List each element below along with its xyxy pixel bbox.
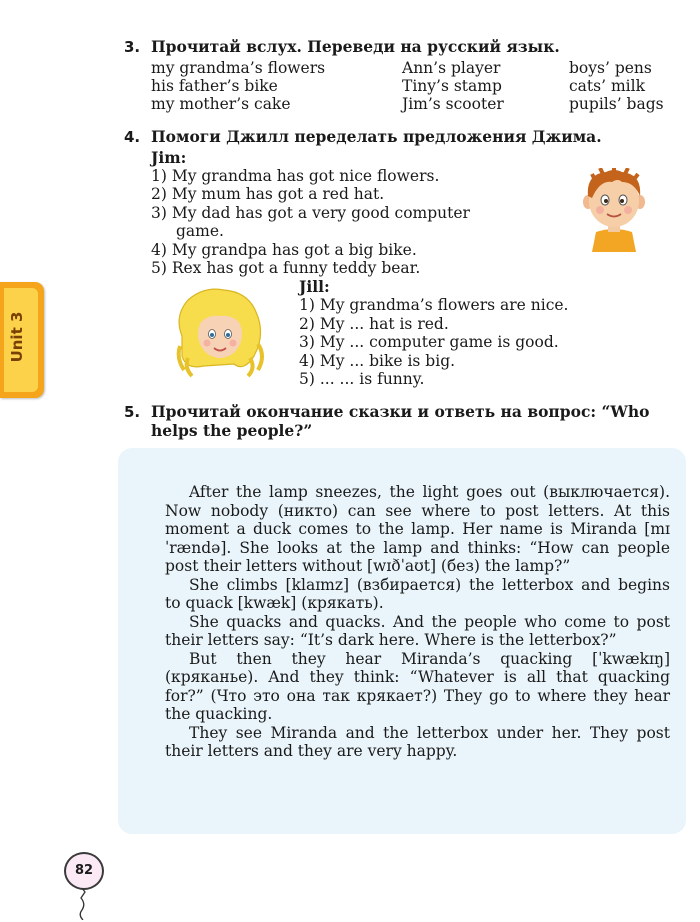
page-number: 82 bbox=[64, 852, 104, 890]
phrase-col2-2: Tiny’s stamp bbox=[402, 77, 502, 95]
jill-line-4: 4) My ... bike is big. bbox=[299, 352, 456, 370]
story-text bbox=[165, 483, 670, 761]
balloon-string-icon bbox=[74, 888, 94, 920]
jim-boy-illustration bbox=[578, 168, 650, 252]
jim-line-4: 4) My grandpa has got a big bike. bbox=[151, 241, 417, 259]
exercise-5-number: 5. bbox=[124, 403, 141, 421]
exercise-5-title-line2: helps the people?” bbox=[151, 421, 313, 440]
exercise-5-title-line1: Прочитай окончание сказки и ответь на вопрос: “Who bbox=[151, 402, 650, 421]
jim-line-2: 2) My mum has got a red hat. bbox=[151, 185, 385, 203]
unit-label: Unit 3 bbox=[8, 311, 26, 363]
phrase-col1-3: my mother’s cake bbox=[151, 95, 291, 113]
story-paragraph-3: She quacks and quacks. And the people who come to post their letters say: “It’s dark here. Where is the letterbox?” bbox=[165, 612, 670, 649]
story-paragraph-2: She climbs [klaɪmz] (взбирается) the letterbox and begins to quack [kwæk] (крякать). bbox=[165, 575, 670, 612]
jill-label: Jill: bbox=[299, 277, 330, 296]
jim-line-1: 1) My grandma has got nice flowers. bbox=[151, 167, 440, 185]
phrase-col3-3: pupils’ bags bbox=[569, 95, 664, 113]
story-paragraph-1: After the lamp sneezes, the light goes out (выключается). Now nobody (никто) can see where to post letters. At this moment a duck comes to the lamp. Her name is Miranda [mɪˈrændə]. She looks at the lamp and thinks: “How can people post their letters without [wɪðˈaʊt] (без) the lamp?” bbox=[165, 483, 670, 575]
exercise-4-number: 4. bbox=[124, 128, 141, 146]
phrase-col2-1: Ann’s player bbox=[402, 59, 501, 77]
story-paragraph-4: But then they hear Miranda’s quacking [ˈkwækɪŋ] (кряканье). And they think: “Whatever is all that quacking for?” (Что это она так крякает?) They go to where they hear the quacking. bbox=[165, 649, 670, 723]
phrase-col3-1: boys’ pens bbox=[569, 59, 652, 77]
jill-girl-illustration bbox=[174, 286, 266, 378]
jill-line-3: 3) My ... computer game is good. bbox=[299, 333, 559, 351]
jim-line-3: 3) My dad has got a very good computer bbox=[151, 204, 470, 222]
jim-label: Jim: bbox=[151, 148, 187, 167]
jill-line-1: 1) My grandma’s flowers are nice. bbox=[299, 296, 569, 314]
jill-line-2: 2) My ... hat is red. bbox=[299, 315, 449, 333]
jim-line-5: 5) Rex has got a funny teddy bear. bbox=[151, 259, 421, 277]
phrase-col1-2: his father’s bike bbox=[151, 77, 278, 95]
story-paragraph-5: They see Miranda and the letterbox under her. They post their letters and they are very happy. bbox=[165, 723, 670, 760]
jill-line-5: 5) ... ... is funny. bbox=[299, 370, 425, 388]
phrase-col2-3: Jim’s scooter bbox=[402, 95, 504, 113]
unit-side-tab bbox=[0, 282, 44, 398]
exercise-3-title: Прочитай вслух. Переведи на русский язык. bbox=[151, 37, 560, 56]
phrase-col3-2: cats’ milk bbox=[569, 77, 645, 95]
jim-line-3-cont: game. bbox=[176, 222, 224, 240]
exercise-3-number: 3. bbox=[124, 38, 141, 56]
exercise-4-title: Помоги Джилл переделать предложения Джима. bbox=[151, 127, 602, 146]
phrase-col1-1: my grandma’s flowers bbox=[151, 59, 326, 77]
